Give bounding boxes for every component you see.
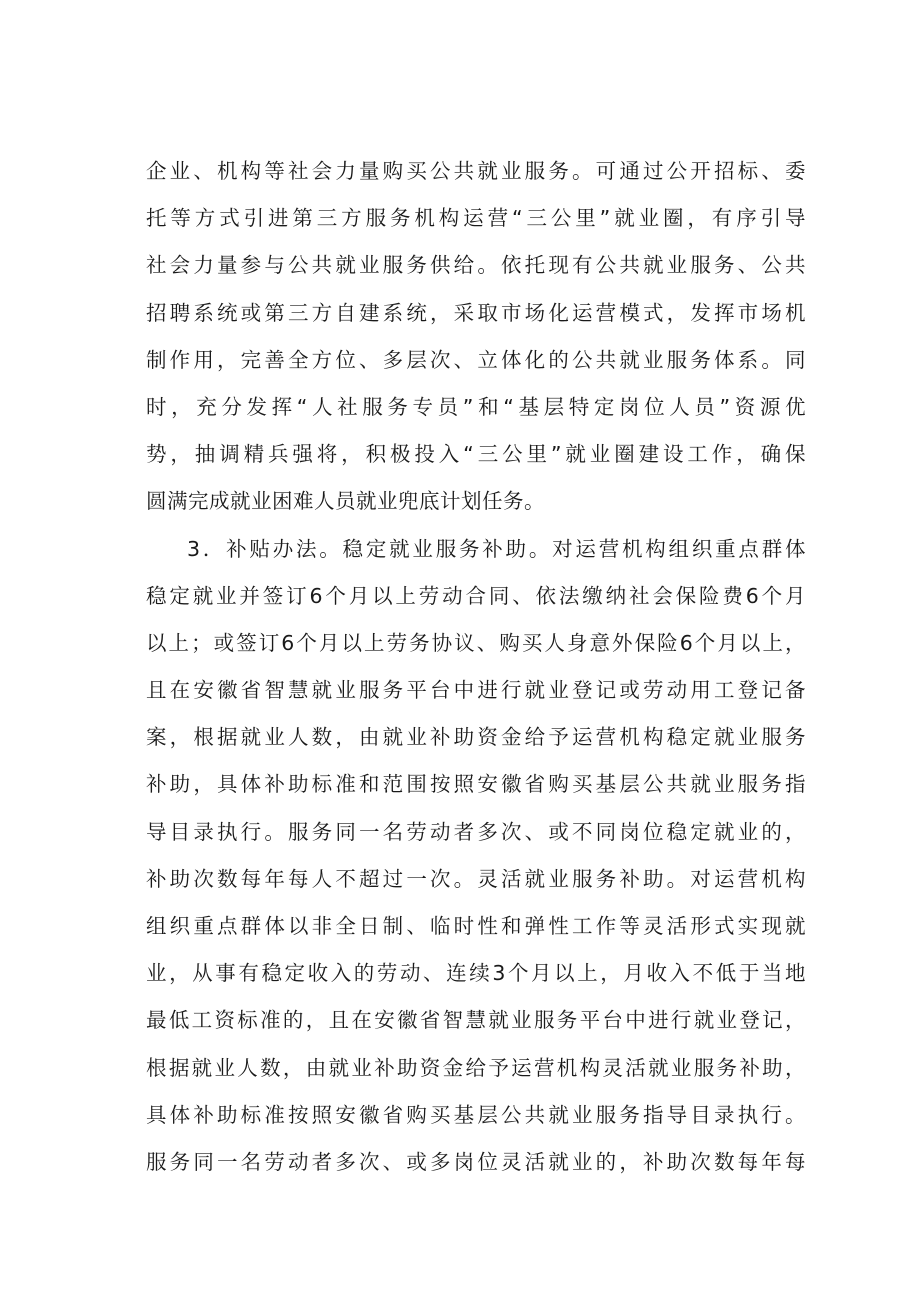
text-line: 招聘系统或第三方自建系统，采取市场化运营模式，发挥市场机 (146, 300, 806, 325)
text-line: 服务同一名劳动者多次、或多岗位灵活就业的，补助次数每年每 (146, 1149, 806, 1174)
text-line: 时，充分发挥“人社服务专员”和“基层特定岗位人员”资源优 (146, 394, 806, 419)
text-line: 补助，具体补助标准和范围按照安徽省购买基层公共就业服务指 (146, 772, 806, 797)
text-line: 组织重点群体以非全日制、临时性和弹性工作等灵活形式实现就 (146, 914, 806, 938)
paragraph-2 (146, 526, 806, 1187)
text-line: 补助次数每年每人不超过一次。灵活就业服务补助。对运营机构 (146, 866, 806, 891)
text-line: 社会力量参与公共就业服务供给。依托现有公共就业服务、公共 (146, 253, 806, 278)
paragraph-1 (146, 148, 806, 526)
text-line: 业，从事有稳定收入的劳动、连续3个月以上，月收入不低于当地 (146, 961, 806, 986)
text-line: 以上；或签订6个月以上劳务协议、购买人身意外保险6个月以上， (146, 630, 806, 655)
text-line: 势，抽调精兵强将，积极投入“三公里”就业圈建设工作，确保 (146, 442, 806, 467)
text-line: 且在安徽省智慧就业服务平台中进行就业登记或劳动用工登记备 (146, 678, 806, 703)
text-line: 企业、机构等社会力量购买公共就业服务。可通过公开招标、委 (146, 159, 806, 183)
text-line: 制作用，完善全方位、多层次、立体化的公共就业服务体系。同 (146, 347, 806, 372)
text-line: 稳定就业并签订6个月以上劳动合同、依法缴纳社会保险费6个月 (146, 583, 806, 608)
text-line: 导目录执行。服务同一名劳动者多次、或不同岗位稳定就业的， (146, 819, 806, 844)
text-line: 具体补助标准按照安徽省购买基层公共就业服务指导目录执行。 (146, 1102, 806, 1127)
text-line: 托等方式引进第三方服务机构运营“三公里”就业圈，有序引导 (146, 206, 806, 231)
text-line: 圆满完成就业困难人员就业兜底计划任务。 (146, 489, 545, 514)
text-line-indented: 3．补贴办法。稳定就业服务补助。对运营机构组织重点群体 (187, 536, 806, 561)
body-text (146, 148, 806, 1186)
text-line: 案，根据就业人数，由就业补助资金给予运营机构稳定就业服务 (146, 725, 806, 750)
text-line: 根据就业人数，由就业补助资金给予运营机构灵活就业服务补助， (146, 1055, 806, 1080)
text-line: 最低工资标准的，且在安徽省智慧就业服务平台中进行就业登记， (146, 1008, 806, 1033)
